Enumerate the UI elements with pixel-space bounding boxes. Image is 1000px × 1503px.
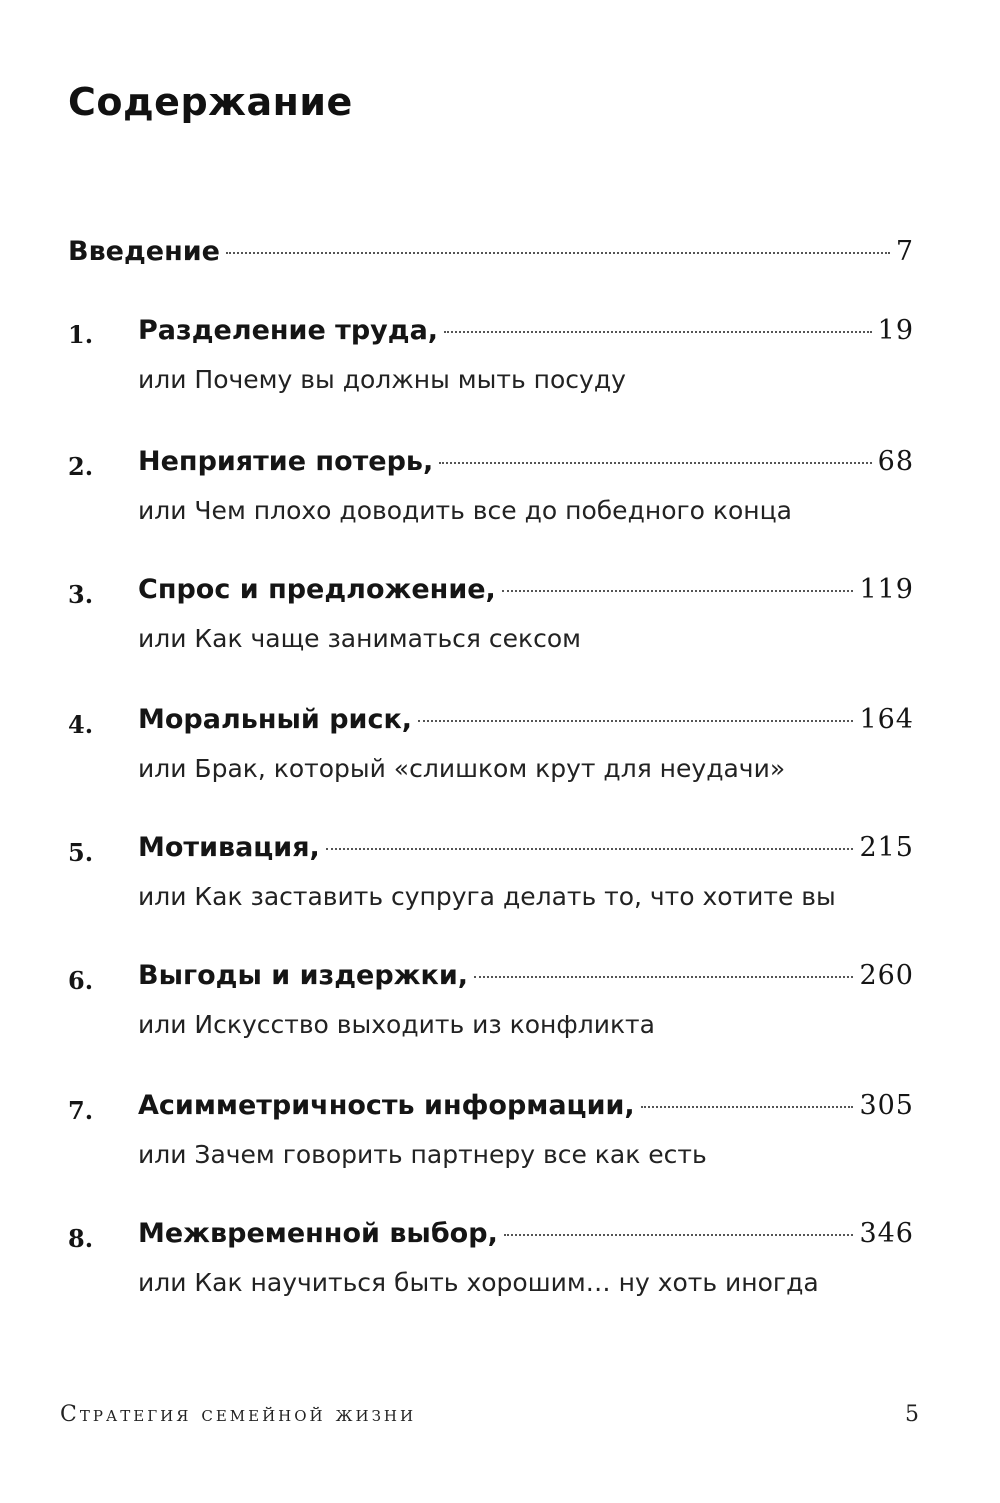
chapter-number: 5. — [68, 838, 94, 867]
page-title: Содержание — [68, 80, 353, 124]
dot-leader — [444, 331, 872, 333]
toc-entry-title: Межвременной выбор, — [138, 1218, 498, 1249]
toc-entry-subtitle: или Как чаще заниматься сексом — [138, 624, 582, 653]
toc-entry-page: 346 — [859, 1218, 914, 1249]
toc-entry-title: Моральный риск, — [138, 704, 413, 735]
toc-entry-page: 215 — [859, 832, 914, 863]
toc-entry-chapter-5[interactable] — [138, 832, 914, 863]
toc-entry-chapter-1[interactable] — [138, 315, 914, 346]
dot-leader — [439, 462, 871, 464]
toc-entry-chapter-6[interactable] — [138, 960, 914, 991]
toc-entry-title: Спрос и предложение, — [138, 574, 496, 605]
chapter-number: 8. — [68, 1224, 94, 1253]
toc-entry-chapter-8[interactable] — [138, 1218, 914, 1249]
page-number: 5 — [905, 1402, 919, 1427]
chapter-number: 7. — [68, 1096, 94, 1125]
toc-entry-page: 119 — [859, 574, 914, 605]
toc-entry-subtitle: или Почему вы должны мыть посуду — [138, 365, 626, 394]
toc-entry-page: 19 — [877, 315, 914, 346]
toc-entry-title: Мотивация, — [138, 832, 320, 863]
toc-entry-subtitle: или Зачем говорить партнеру все как есть — [138, 1140, 707, 1169]
toc-entry-chapter-3[interactable] — [138, 574, 914, 605]
toc-entry-page: 260 — [859, 960, 914, 991]
toc-entry-subtitle: или Брак, который «слишком крут для неудачи» — [138, 754, 786, 783]
toc-entry-chapter-2[interactable] — [138, 446, 914, 477]
chapter-number: 4. — [68, 710, 94, 739]
dot-leader — [474, 976, 853, 978]
toc-entry-subtitle: или Чем плохо доводить все до победного конца — [138, 496, 792, 525]
running-footer-title: Стратегия семейной жизни — [60, 1402, 417, 1427]
dot-leader — [641, 1106, 854, 1108]
toc-entry-page: 305 — [859, 1090, 914, 1121]
dot-leader — [226, 252, 890, 254]
toc-entry-subtitle: или Искусство выходить из конфликта — [138, 1010, 655, 1039]
toc-entry-page: 7 — [895, 236, 914, 267]
chapter-number: 6. — [68, 966, 94, 995]
dot-leader — [418, 720, 853, 722]
dot-leader — [502, 590, 854, 592]
toc-entry-page: 164 — [859, 704, 914, 735]
dot-leader — [326, 848, 854, 850]
toc-entry-title: Выгоды и издержки, — [138, 960, 469, 991]
toc-entry-intro[interactable] — [68, 236, 914, 267]
toc-entry-title: Асимметричность информации, — [138, 1090, 635, 1121]
toc-entry-page: 68 — [877, 446, 914, 477]
chapter-number: 1. — [68, 320, 94, 349]
toc-entry-chapter-7[interactable] — [138, 1090, 914, 1121]
toc-entry-chapter-4[interactable] — [138, 704, 914, 735]
toc-entry-title: Разделение труда, — [138, 315, 439, 346]
toc-entry-title: Введение — [68, 236, 220, 267]
toc-entry-subtitle: или Как заставить супруга делать то, что хотите вы — [138, 882, 836, 911]
toc-entry-title: Неприятие потерь, — [138, 446, 434, 477]
toc-entry-subtitle: или Как научиться быть хорошим… ну хоть иногда — [138, 1268, 819, 1297]
dot-leader — [504, 1234, 854, 1236]
chapter-number: 3. — [68, 580, 94, 609]
chapter-number: 2. — [68, 452, 94, 481]
